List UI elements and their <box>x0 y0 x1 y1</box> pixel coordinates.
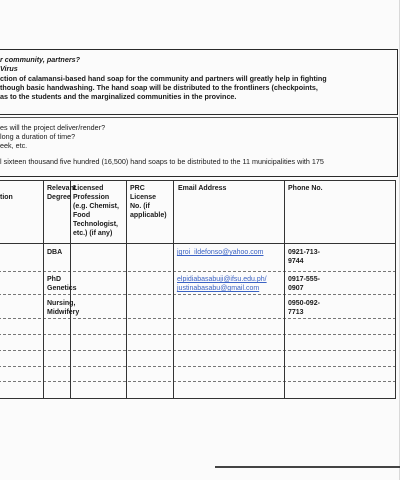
table-col-divider <box>173 180 174 398</box>
table-header-divider <box>0 243 396 244</box>
table-row-divider <box>0 318 396 319</box>
impact-line-2: though basic handwashing. The hand soap will be distributed to the frontliners (checkpoints, <box>0 83 318 92</box>
deliverables-answer: l sixteen thousand five hundred (16,500) hand soaps to be distributed to the 11 municipalities with 175 <box>0 157 324 166</box>
table-col-divider <box>284 180 285 398</box>
deliverables-question-2: long a duration of time? <box>0 132 76 141</box>
row1-email-link[interactable]: jgroi_ildefonso@yahoo.com <box>177 249 264 256</box>
table-col-divider <box>43 180 44 398</box>
header-prc-license: PRC License No. (if applicable) <box>130 185 167 219</box>
table-top-border <box>0 180 396 181</box>
table-row-divider <box>0 350 396 351</box>
table-col-divider <box>126 180 127 398</box>
row3-degree: Nursing, Midwifery <box>47 300 80 316</box>
deliverables-question-3: eek, etc. <box>0 141 28 150</box>
table-row-divider <box>0 381 396 382</box>
impact-subheading: Virus <box>0 64 18 73</box>
table-row-divider <box>0 366 396 367</box>
impact-question: r community, partners? <box>0 55 81 64</box>
table-row-divider <box>0 334 396 335</box>
header-licensed-profession: Licensed Profession (e.g. Chemist, Food Technologist, etc.) (if any) <box>73 185 119 237</box>
table-row-divider <box>0 294 396 295</box>
table-right-border <box>395 180 396 398</box>
row2-phone: 0917-555- 0907 <box>288 276 320 292</box>
row3-phone: 0950-092- 7713 <box>288 300 320 316</box>
row2-email-link[interactable]: elpidiabasabuji@ifsu.edu.ph/ justinabasabu@gmail.com <box>177 276 267 292</box>
impact-line-3: as to the students and the marginalized communities in the province. <box>0 92 237 101</box>
page-edge <box>399 0 417 480</box>
table-row-divider <box>0 271 396 272</box>
row1-phone: 0921-713- 9744 <box>288 249 320 265</box>
row2-degree: PhD Genetics <box>47 276 77 292</box>
deliverables-question-1: es will the project deliver/render? <box>0 123 106 132</box>
header-email-address: Email Address <box>178 185 227 192</box>
header-position: tion <box>0 194 13 201</box>
table-bottom-border <box>0 398 396 399</box>
row1-degree: DBA <box>47 249 63 256</box>
header-relevant-degree: Relevant Degree <box>47 185 77 201</box>
footer-rule <box>215 466 400 468</box>
header-phone-no: Phone No. <box>288 185 323 192</box>
impact-line-1: ction of calamansi-based hand soap for the community and partners will greatly help in fighting <box>0 74 327 83</box>
